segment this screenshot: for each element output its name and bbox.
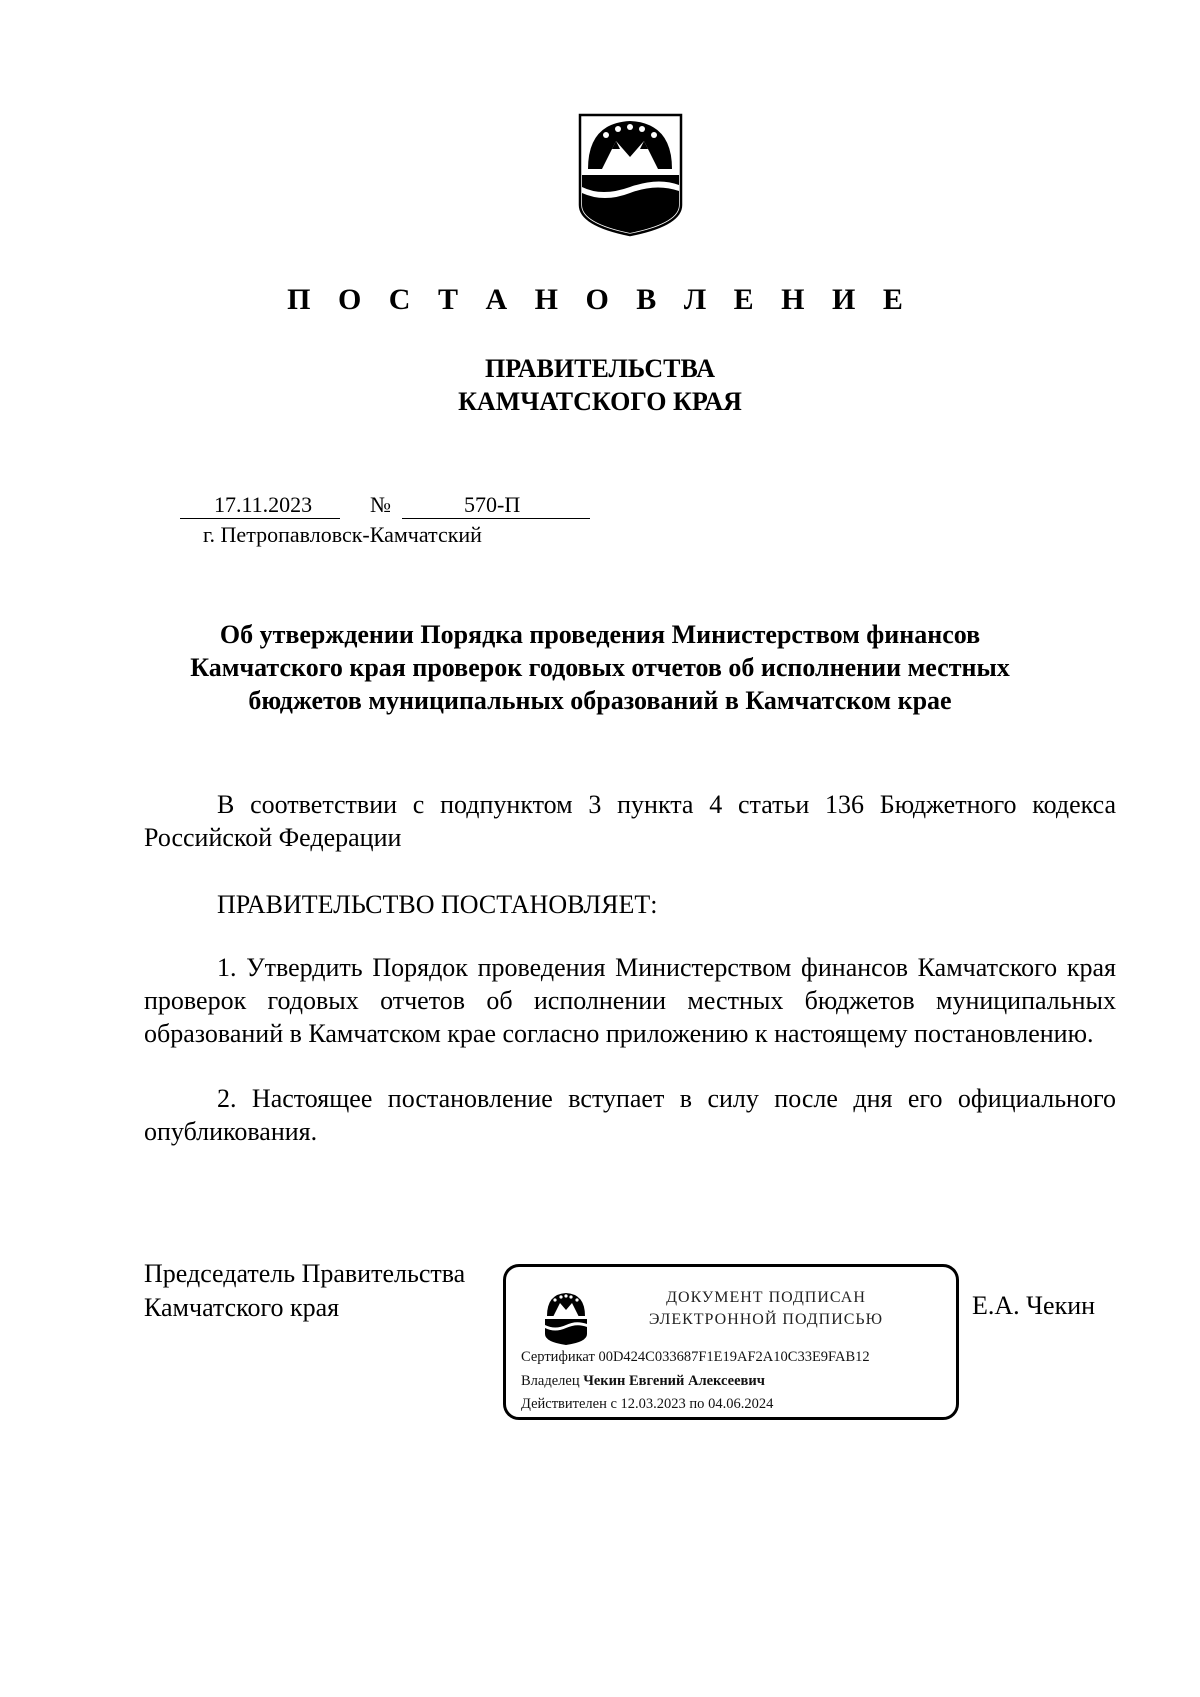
date-number-row [180, 492, 590, 520]
document-type: П О С Т А Н О В Л Е Н И Е [287, 283, 913, 316]
electronic-signature-stamp [503, 1264, 959, 1420]
validity-line [521, 1396, 773, 1413]
signer-position [144, 1257, 465, 1325]
number-sign: № [370, 492, 391, 517]
signer-name: Е.А. Чекин [972, 1291, 1096, 1320]
stamp-heading-1: ДОКУМЕНТ ПОДПИСАН [666, 1289, 866, 1306]
certificate-value: 00D424C033687F1E19AF2A10C33E9FAB12 [598, 1349, 870, 1365]
item-2: 2. Настоящее постановление вступает в силу после дня его официального опубликования. [144, 1084, 1116, 1146]
owner-value: Чекин Евгений Алексеевич [583, 1373, 765, 1389]
signer-position-line-1: Председатель Правительства [144, 1259, 466, 1288]
issuer-line-1: ПРАВИТЕЛЬСТВА [485, 354, 715, 383]
stamp-heading-2: ЭЛЕКТРОННОЙ ПОДПИСЬЮ [648, 1311, 884, 1328]
owner-label: Владелец [521, 1373, 580, 1389]
document-date: 17.11.2023 [214, 492, 313, 517]
city: г. Петропавловск-Камчатский [203, 522, 482, 547]
document-title: Об утверждении Порядка проведения Министерством финансов Камчатского края проверок годовых отчетов об исполнении местных бюджетов муниципальных образований в Камчатском крае [190, 620, 1010, 715]
kamchatka-coat-of-arms-icon [578, 113, 683, 237]
signer-position-line-2: Камчатского края [144, 1293, 340, 1322]
number-underline [402, 518, 590, 519]
valid-label: Действителен с [521, 1396, 617, 1412]
certificate-label: Сертификат [521, 1349, 595, 1365]
document-number: 570-П [464, 492, 521, 517]
certificate-line [521, 1349, 870, 1366]
preamble: В соответствии с подпунктом 3 пункта 4 статьи 136 Бюджетного кодекса Российской Федерации [144, 790, 1116, 852]
issuer-line-2: КАМЧАТСКОГО КРАЯ [458, 387, 742, 416]
item-1: 1. Утвердить Порядок проведения Министерством финансов Камчатского края проверок годовых отчетов об исполнении местных бюджетов муниципальных образований в Камчатском крае согласно приложению к настоящему постановлению. [144, 953, 1116, 1048]
valid-from: 12.03.2023 [620, 1396, 686, 1412]
owner-line [521, 1373, 765, 1390]
valid-to-label: по [689, 1396, 705, 1412]
decree-line: ПРАВИТЕЛЬСТВО ПОСТАНОВЛЯЕТ: [217, 890, 658, 919]
valid-to: 04.06.2024 [708, 1396, 774, 1412]
kamchatka-coat-of-arms-icon [542, 1290, 590, 1346]
date-underline [180, 518, 340, 519]
